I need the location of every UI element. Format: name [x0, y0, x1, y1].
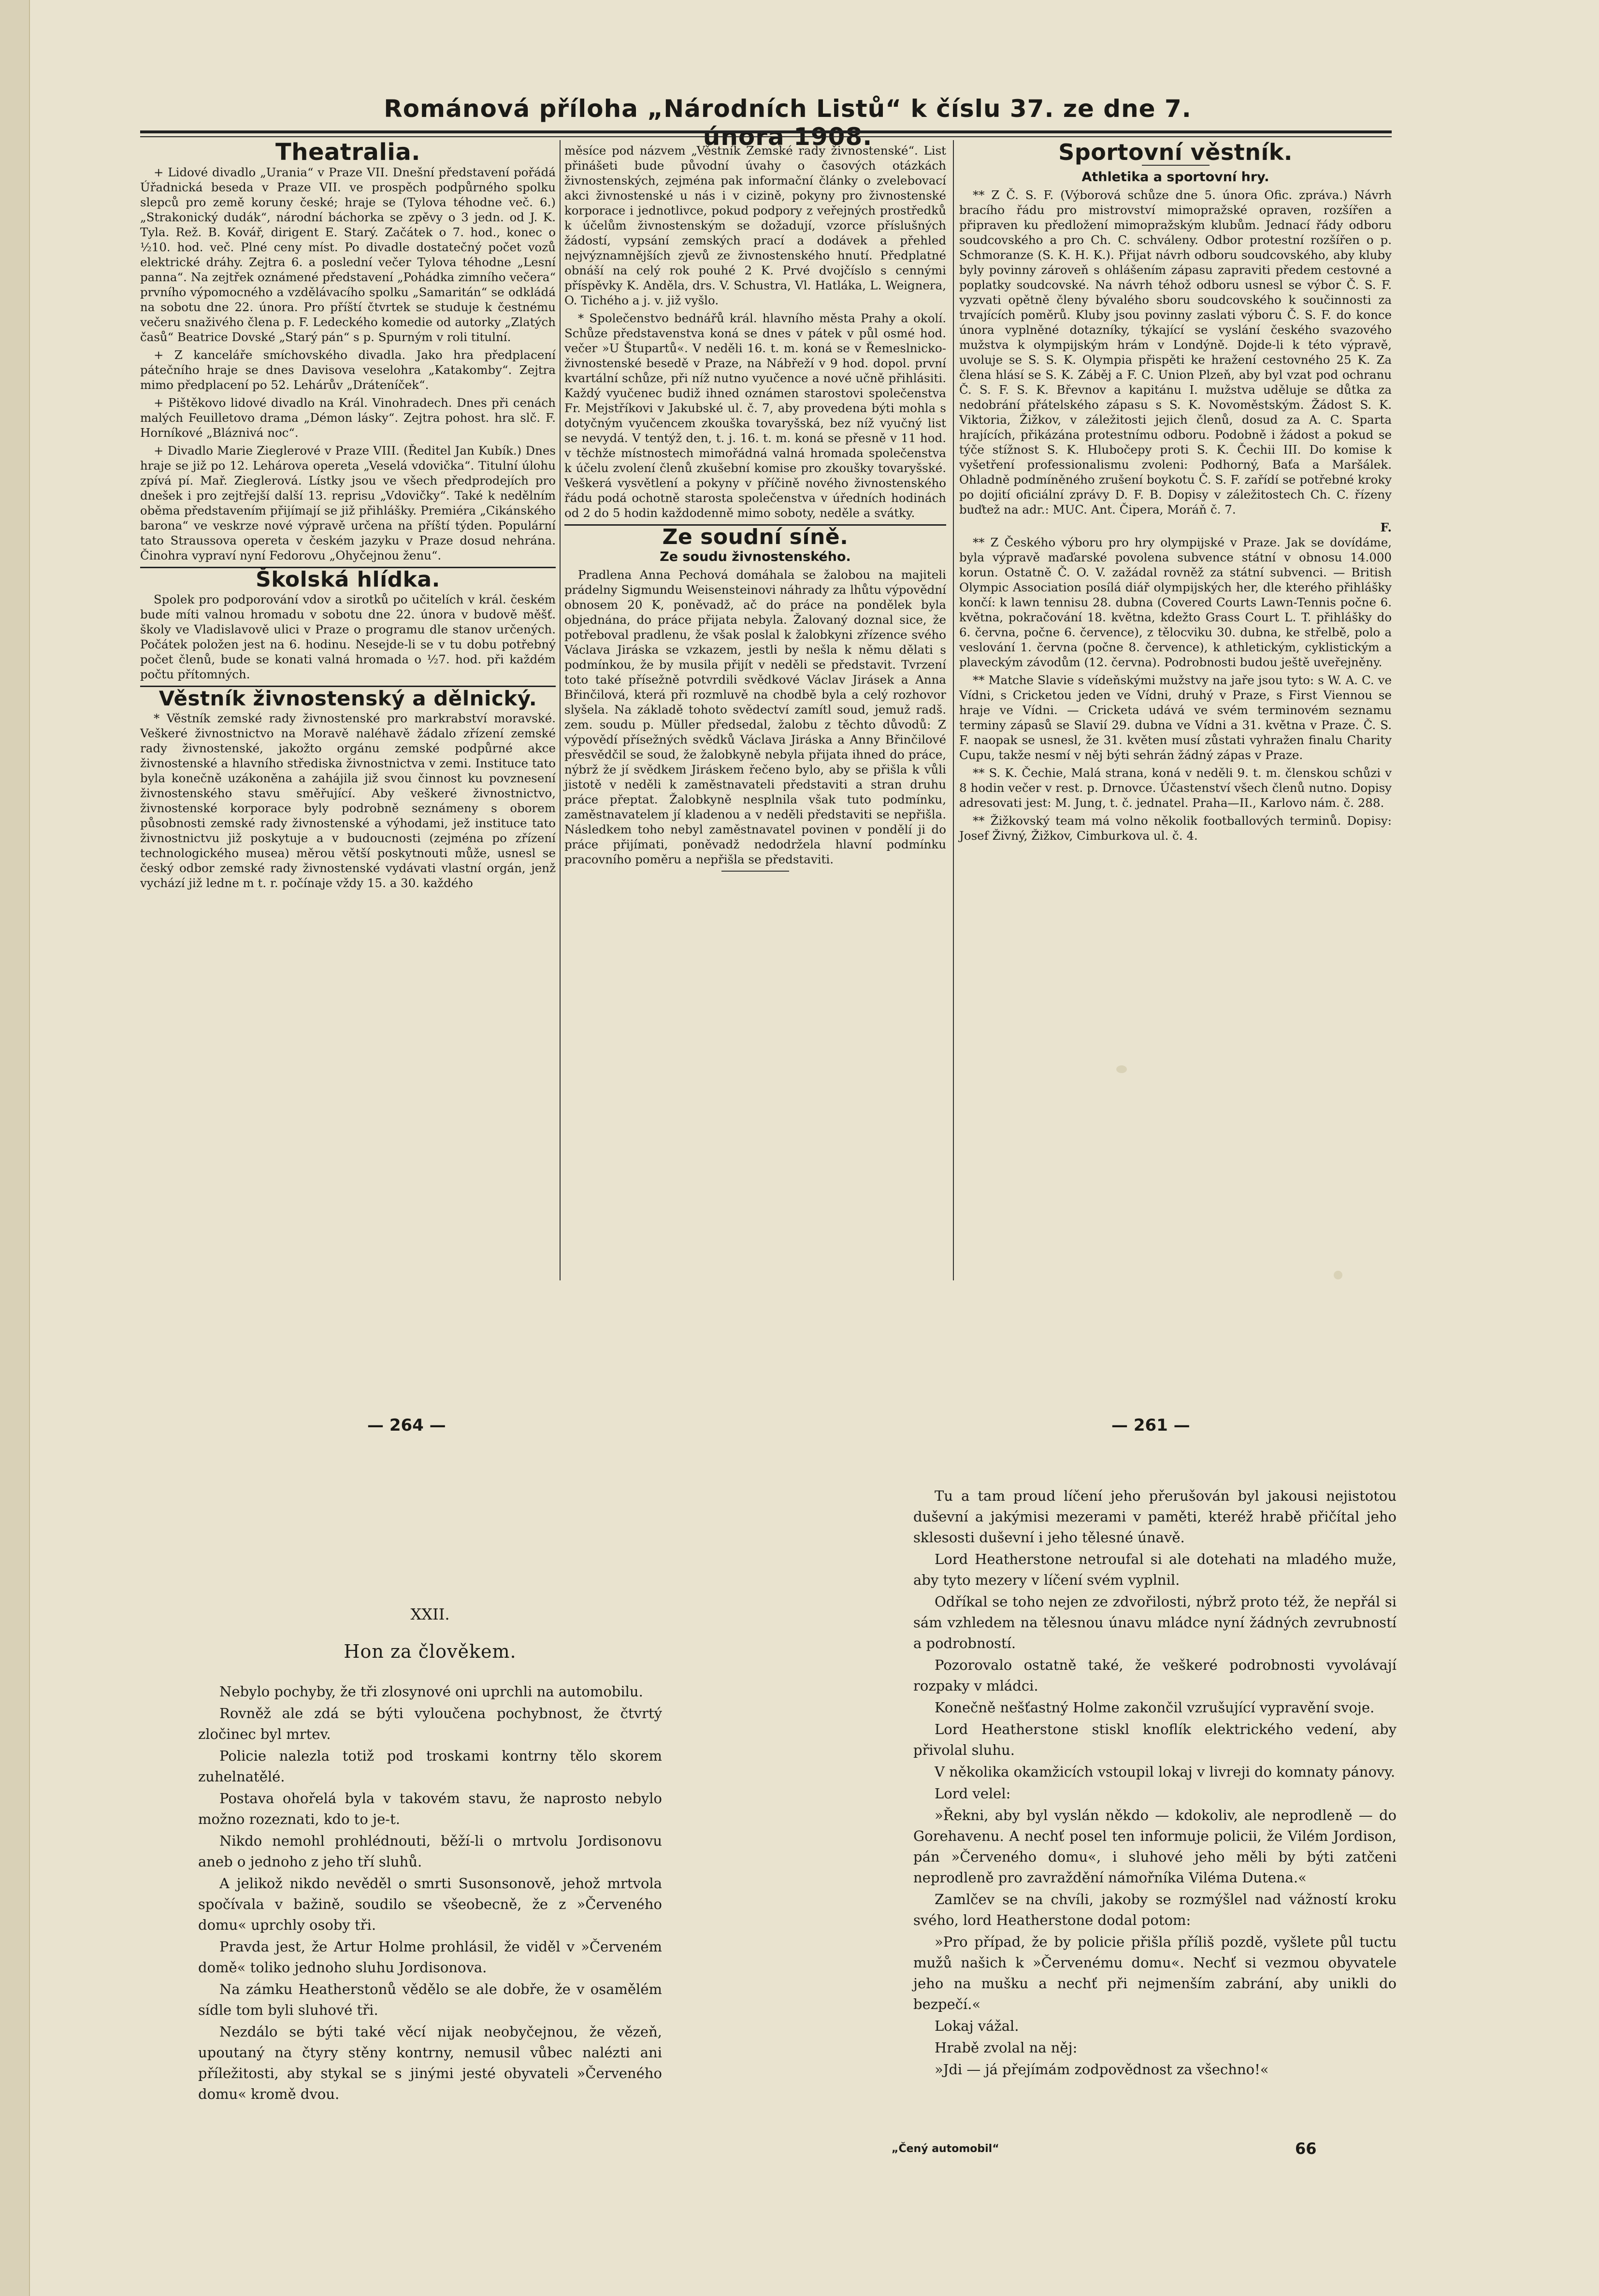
article-zemska-rada: * Věstník zemské rady živnostenské pro markrabství moravské. Veškeré živnostnictvo na Moravě naléhavě žádalo zřízení zemské rady živnostenské, jakožto orgánu zemské podpůrné akce živnostenské a hlavního střediska živnostnictva v zemi. Instituce tato byla konečně uzákoněna a zahájila již svou činnost ku povznesení živnostenského stavu směřující. Aby veškeré živnostnictvo, živnostenské korporace byly podrobně seznámeny s oborem působnosti zemské rady živnostenské a výhodami, jež instituce tato živnostnictvu již poskytuje a v budoucnosti (zejména po zřízení technologického musea) měrou větší poskytnouti může, usnesl se český odbor zemské rady živnostenské vydávati vlastní orgán, jenž vychází již ledne m t. r. počínaje vždy 15. a 30. každého [140, 711, 556, 890]
novel-paragraph: Zamlčev se na chvíli, jakoby se rozmýšlel nad vážností kroku svého, lord Heatherstone dodal potom: [913, 1891, 1397, 1928]
article-end-rule [721, 871, 789, 872]
masthead-rule-thin [140, 136, 1392, 137]
novel-right-column [913, 1486, 1397, 2081]
masthead: Románová příloha „Národních Listů“ k číslu 37. ze dne 7. února 1908. [384, 95, 1192, 151]
subsection-title-athletika: Athletika a sportovní hry. [1081, 170, 1269, 185]
masthead-rule [140, 130, 1392, 133]
novel-paragraph: »Jdi — já přejímám zodpovědnost za všechno!« [935, 2061, 1269, 2078]
footer-source: „Čený automobil“ [892, 2143, 999, 2155]
page-number-right: — 261 — [1111, 1416, 1190, 1435]
article-zizkov: ** Žižkovský team má volno několik footballových terminů. Dopisy: Josef Živný, Žižkov, Cimburkova ul. č. 4. [959, 814, 1392, 843]
subsection-title-soud: Ze soudu živnostenského. [660, 549, 851, 564]
article-urania: + Lidové divadlo „Urania“ v Praze VII. Dnešní představení pořádá Úřadnická beseda v Praze VII. ve prospěch podpůrného spolku slepců pro země koruny české; hraje se (Tylova téhodne več. 6.) „Strakonický dudák“, národní báchorka se zpěvy o 3 jedn. od J. K. Tyla. Rež. B. Kovář, dirigent E. Starý. Začátek o 7. hod., konec o ½10. hod. več. Plné ceny míst. Po divadle dostatečný počet vozů elektrické dráhy. Zejtra 6. a poslední večer Tylova téhodne „Lesní panna“. Na zejtřek oznámené představení „Pohádka zimního večera“ prvního výpomocného a vzdělávacího spolku „Samaritán“ se odkládá na sobotu dne 22. února. Pro příští čtvrtek se studuje k čestnému večeru snaživého člena p. F. Ledeckého komedie od autorky „Zlatých časů“ Beatrice Dovské „Starý pán“ s p. Spurným v roli titulní. [140, 165, 556, 344]
novel-paragraph: Lord Heatherstone netroufal si ale dotehati na mladého muže, aby tyto mezery v líčení svém vyplnil. [913, 1551, 1397, 1588]
article-signature: F. [1380, 520, 1392, 534]
page-binding-edge [0, 0, 30, 2296]
novel-paragraph: Pravda jest, že Artur Holme prohlásil, že viděl v »Červeném domě« toliko jednoho sluhu Jordisonova. [198, 1938, 662, 1976]
novel-paragraph: Hrabě zvolal na něj: [935, 2039, 1078, 2056]
article-zemska-rada-cont: měsíce pod názvem „Věstník Zemské rady živnostenské“. List přinášeti bude původní úvahy o časových otázkách živnostenských, zejména pak informační články o zvelebovací akci živnostenské u nás i v cizině, pokyny pro živnostenské korporace i jednotlivce, pokud podpory z veřejných prostředků k účelům živnostenským se dožadují, vzorce příslušných žádostí, vypsání zemských prací a dodávek a přehled nejvýznamnějších zjevů ze živnostenského hnutí. Předplatné obnáší na celý rok pouhé 2 K. Prvé dvojčíslo s cennými příspěvky K. Anděla, drs. V. Schustra, Vl. Hatláka, L. Weignera, O. Tichého a j. v. již vyšlo. [564, 144, 946, 307]
novel-paragraph: Tu a tam proud líčení jeho přerušován byl jakousi nejistotou duševní a jakýmisi mezerami v paměti, kteréž hrabě přičítal jeho sklesosti duševní i jeho tělesné únavě. [913, 1488, 1397, 1546]
section-title-sport: Sportovní věstník. [1058, 139, 1293, 165]
novel-paragraph: Lokaj vážal. [935, 2018, 1019, 2034]
article-spolek: Spolek pro podporování vdov a sirotků po učitelích v král. českém bude míti valnou hromadu v sobotu dne 22. února v budově měšť. školy ve Vladislavově ulici v Praze o programu dle stanov určených. Počátek položen jest na 6. hodinu. Nesejde-li se v tu dobu potřebný počet členů, bude se konati valná hromada o ½7. hod. při každém počtu přítomných. [140, 592, 556, 681]
novel-paragraph: V několika okamžicích vstoupil lokaj v livreji do komnaty pánovy. [935, 1764, 1396, 1780]
novel-paragraph: Na zámku Heatherstonů vědělo se ale dobře, že v osamělém sídle tom byli sluhové tři. [198, 1981, 662, 2018]
column-right [959, 139, 1392, 846]
page-number-left: — 264 — [367, 1416, 446, 1435]
article-pechova: Pradlena Anna Pechová domáhala se žalobou na majiteli prádelny Sigmundu Weisensteinovi náhrady za lhůtu výpovědní obnosem 20 K, poněvadž, ač do práce na pondělek byla objednána, do práce přijata nebyla. Žalovaný doznal sice, že potřeboval pradlenu, že však poslal k žalobkyni zřízence svého Václava Jiráska se vzkazem, jestli by nešla k němu dělati s podmínkou, že by musila přijít v neděli se představit. Tvrzení toto také přísežně potvrdili svědkové Václav Jirásek a Anna Břinčilová, která při rozmluvě na chodbě byla a celý rozhovor slyšela. Na základě tohoto svědectví zamítl soud, jemuž radš. zem. soudu p. Müller předsedal, žalobu z těchto důvodů: Z výpovědí přísežných svědků Václava Jiráska a Anny Břinčilové přesvědčil se soud, že žalobkyně nebyla přijata ihned do práce, nýbrž že jí svědkem Jiráskem řečeno bylo, aby se přišla k vůli jistotě v neděli k zaměstnavateli představiti a stran druhu práce přeptat. Žalobkyně nesplnila však tuto podmínku, zaměstnavatelem jí kladenou a v neděli představiti se nepřišla. Následkem toho nebyl zaměstnavatel povinen v pondělí ji do práce přijímati, poněvadž nedodržela hlavní podmínku pracovního poměru a nepřišla se představiti. [564, 568, 946, 866]
section-title-theatralia: Theatralia. [275, 139, 420, 166]
section-title-soud: Ze soudní síně. [662, 525, 849, 549]
novel-paragraph: Nebylo pochyby, že tři zlosynové oni uprchli na automobilu. [219, 1683, 643, 1700]
novel-paragraph: Rovněž ale zdá se býti vyloučena pochybnost, že čtvrtý zločinec byl mrtev. [198, 1705, 662, 1742]
column-divider [560, 140, 561, 1280]
novel-paragraph: Policie nalezla totiž pod troskami kontrny tělo skorem zuhelnatělé. [198, 1748, 662, 1785]
novel-paragraph: A jelikož nikdo nevěděl o smrti Susonsonově, jehož mrtvola spočívala v bažině, soudilo se všeobecně, že z »Červeného domu« uprchly osoby tři. [198, 1875, 662, 1933]
column-middle [564, 143, 946, 875]
novel-left-column [198, 1604, 662, 2106]
article-slavie: ** Matche Slavie s vídeňskými mužstvy na jaře jsou tyto: s W. A. C. ve Vídni, s Cricketou jeden ve Vídni, druhý v Praze, s First Viennou se hraje ve Vídni. — Cricketa udává ve svém terminovém seznamu terminy zápasů se Slavií 29. dubna ve Vídni a 31. května v Praze. Č. S. F. naopak se usnesl, že 31. květen musí zůstati vyhražen finalu Charity Cupu, takže nesmí v něj býti sehrán žádný zápas v Praze. [959, 673, 1392, 762]
chapter-title: Hon za člověkem. [344, 1641, 517, 1662]
novel-paragraph: Lord Heatherstone stiskl knoflík elektrického vedení, aby přivolal sluhu. [913, 1721, 1397, 1758]
novel-paragraph: Postava ohořelá byla v takovém stavu, že naprosto nebylo možno rozeznati, kdo to je-t. [198, 1790, 662, 1827]
novel-paragraph: Pozorovalo ostatně také, že veškeré podrobnosti vyvolávají rozpaky v mládci. [913, 1657, 1397, 1694]
novel-paragraph: Konečně nešťastný Holme zakončil vzrušující vypravění svoje. [935, 1699, 1375, 1716]
novel-paragraph: Lord velel: [935, 1785, 1011, 1802]
novel-paragraph: Nezdálo se býti také věcí nijak neobyčejnou, že vězeň, upoutaný na čtyry stěny kontrny, nemusil vůbec nalézti ani příležitosti, aby stykal se s jinými jesté obyvateli »Červeného domu« kromě dvou. [198, 2023, 662, 2102]
article-olympic: ** Z Českého výboru pro hry olympijské v Praze. Jak se dovídáme, byla výpravě maďarské povolena subvence státní v obnosu 14.000 korun. Ostatně Č. O. V. zažádal rovněž za státní subvenci. — British Olympic Association posílá diář olympijských her, dle kterého přihlášky končí: k lawn tennisu 28. dubna (Covered Courts Lawn-Tennis počne 6. května, pokračování 18. května, kdežto Grass Court L. T. přihlášky do 6. června, počne 6. července), z tělocviku 30. dubna, ke střelbě, polo a veslování 1. června (počne 8. července), k athletickým, cyklistickým a plaveckým závodům (12. června). Podrobnosti budou ještě uveřejněny. [959, 535, 1392, 669]
novel-paragraph: »Řekni, aby byl vyslán někdo — kdokoliv, ale neprodleně — do Gorehavenu. A nechť posel ten informuje policii, že Vilém Jordison, pán »Červeného domu«, i sluhové jeho měli by býti zatčeni neprodleně pro zavraždění námořníka Viléma Dutena.« [913, 1807, 1397, 1886]
article-smichov: + Z kanceláře smíchovského divadla. Jako hra předplacení pátečního hraje se dnes Davisova veselohra „Katakomby“. Zejtra mimo předplacení po 52. Lehárův „Dráteníček“. [140, 348, 556, 392]
novel-paragraph: Nikdo nemohl prohlédnouti, běží-li o mrtvolu Jordisonovu aneb o jednoho z jeho tří sluhů. [198, 1833, 662, 1870]
column-divider [953, 140, 954, 1280]
novel-paragraph: »Pro případ, že by policie přišla příliš pozdě, vyšlete půl tuctu mužů našich k »Červenému domu«. Nechť si vezmou obyvatele jeho na mušku a nechť při nejmenším zabrání, aby unikli do bezpečí.« [913, 1934, 1397, 2012]
chapter-number: XXII. [410, 1605, 450, 1623]
article-ziegler: + Divadlo Marie Zieglerové v Praze VIII. (Ředitel Jan Kubík.) Dnes hraje se již po 12. Lehárova opereta „Veselá vdovička“. Titulní úlohu zpívá pí. Mař. Zieglerová. Lístky jsou ve všech předprodejích pro dnešek i pro zejtřejší další 13. reprisu „Vdovičky“. Také k nedělním oběma představením přijímají se již přihlášky. Premiéra „Cikánského barona“ ve veskrze nové výpravě určena na příští týden. Populární tato Straussova opereta v českém jazyku v Praze dosud nehrána. Činohra vypraví nyní Fedorovu „Ohyčejnou ženu“. [140, 444, 556, 562]
article-pistek: + Pištěkovo lidové divadlo na Král. Vinohradech. Dnes při cenách malých Feuilletovo drama „Démon lásky“. Zejtra pohost. hra slč. F. Horníkové „Bláznivá noc“. [140, 396, 556, 440]
novel-paragraph: Odříkal se toho nejen ze zdvořilosti, nýbrž proto též, že nepřál si sám vzhledem na tělesnou únavu mládce nyní žádných zevrubností a podrobností. [913, 1593, 1397, 1651]
footer-page-number: 66 [1295, 2139, 1317, 2158]
section-title-vestnik: Věstník živnostenský a dělnický. [158, 687, 537, 710]
article-cechie: ** S. K. Čechie, Malá strana, koná v neděli 9. t. m. členskou schůzi v 8 hodin večer v rest. p. Drnovce. Účastenství všech členů nutno. Dopisy adresovati jest: M. Jung, t. č. jednatel. Praha—II., Karlovo nám. č. 288. [959, 766, 1392, 810]
ink-spot [1334, 1271, 1342, 1279]
article-csf: ** Z Č. S. F. (Výborová schůze dne 5. února Ofic. zpráva.) Návrh bracího řádu pro mistrovství mimopražské opraven, rozšířen a připraven ku předložení mimopražským klubům. Jednací řády odboru soudcovského a pro Ch. C. schváleny. Odbor protestní rozšířen o p. Schmoranze (S. K. H. K.). Přijat návrh odboru soudcovského, aby kluby byly povinny zároveň s ohlášením zápasu zapraviti předem cestovné a poplatky soudcovské. Na návrh téhož odboru usnesl se výbor Č. S. F. vyzvati opětně členy bývalého sboru soudcovského k součinnosti za trvajících poměrů. Kluby jsou povinny zaslati výboru Č. S. F. do konce února vyplněné dotazníky, týkající se vyslání českého svazového mužstva k olympijským hrám v Londýně. Dojde-li k této výpravě, uvoluje se S. S. K. Olympia přispěti ke hražení cestovného 25 K. Za člena hlásí se S. K. Záběj a F. C. Union Plzeň, aby byl vzat pod ochranu Č. S. F. S. K. Břevnov a kapitánu I. mužstva uděluje se důtka za nedobrání přátelského zápasu s S. K. Novoměstským. Žádost S. K. Viktoria, Žižkov, v záležitosti jejich členů, dosud za A. C. Sparta hrajících, přikázána protestnímu odboru. Podobně i žádost a pokud se týče stížnost S. K. Hlubočepy proti S. K. Čechii III. Do komise k vyšetření professionalismu zvoleni: Podhorný, Baťa a Maršálek. Ohladně podmíněného zrušení boykotu Č. S. F. zařídí se potřebné kroky po dojití oficiální zprávy D. F. B. Dopisy v záležitostech Ch. C. řízeny buďtež na adr.: MUC. Ant. Čipera, Moráň č. 7. [959, 188, 1392, 517]
ink-spot [1116, 1065, 1127, 1073]
article-bednari: * Společenstvo bednářů král. hlavního města Prahy a okolí. Schůze představenstva koná se dnes v pátek v půl osmé hod. večer »U Štupartů«. V neděli 16. t. m. koná se v Řemeslnicko-živnostenské besedě v Praze, na Nábřeží v 9 hod. dopol. první kvartální schůze, při níž nutno vyučence a nové učně přihlásiti. Každý vyučenec budiž ihned oznámen starostovi společenstva Fr. Mejstříkovi v Jakubské ul. č. 7, aby provedena býti mohla s dotyčným vyučencem zkouška tovaryšská, bez níž vyučný list se nevydá. V tentýž den, t. j. 16. t. m. koná se přesně v 11 hod. v těchže místnostech mimořádná valná hromada společenstva k účelu zvolení členů zkušební komise pro zkoušky tovaryšské. Veškerá vysvětlení a pokyny v příčině nového živnostenského řádu podá ochotně starosta společenstva v úředních hodinách od 2 do 5 hodin každodenně mimo soboty, neděle a svátky. [564, 311, 946, 520]
section-title-skolska: Školská hlídka. [256, 567, 440, 592]
column-left [140, 139, 556, 893]
